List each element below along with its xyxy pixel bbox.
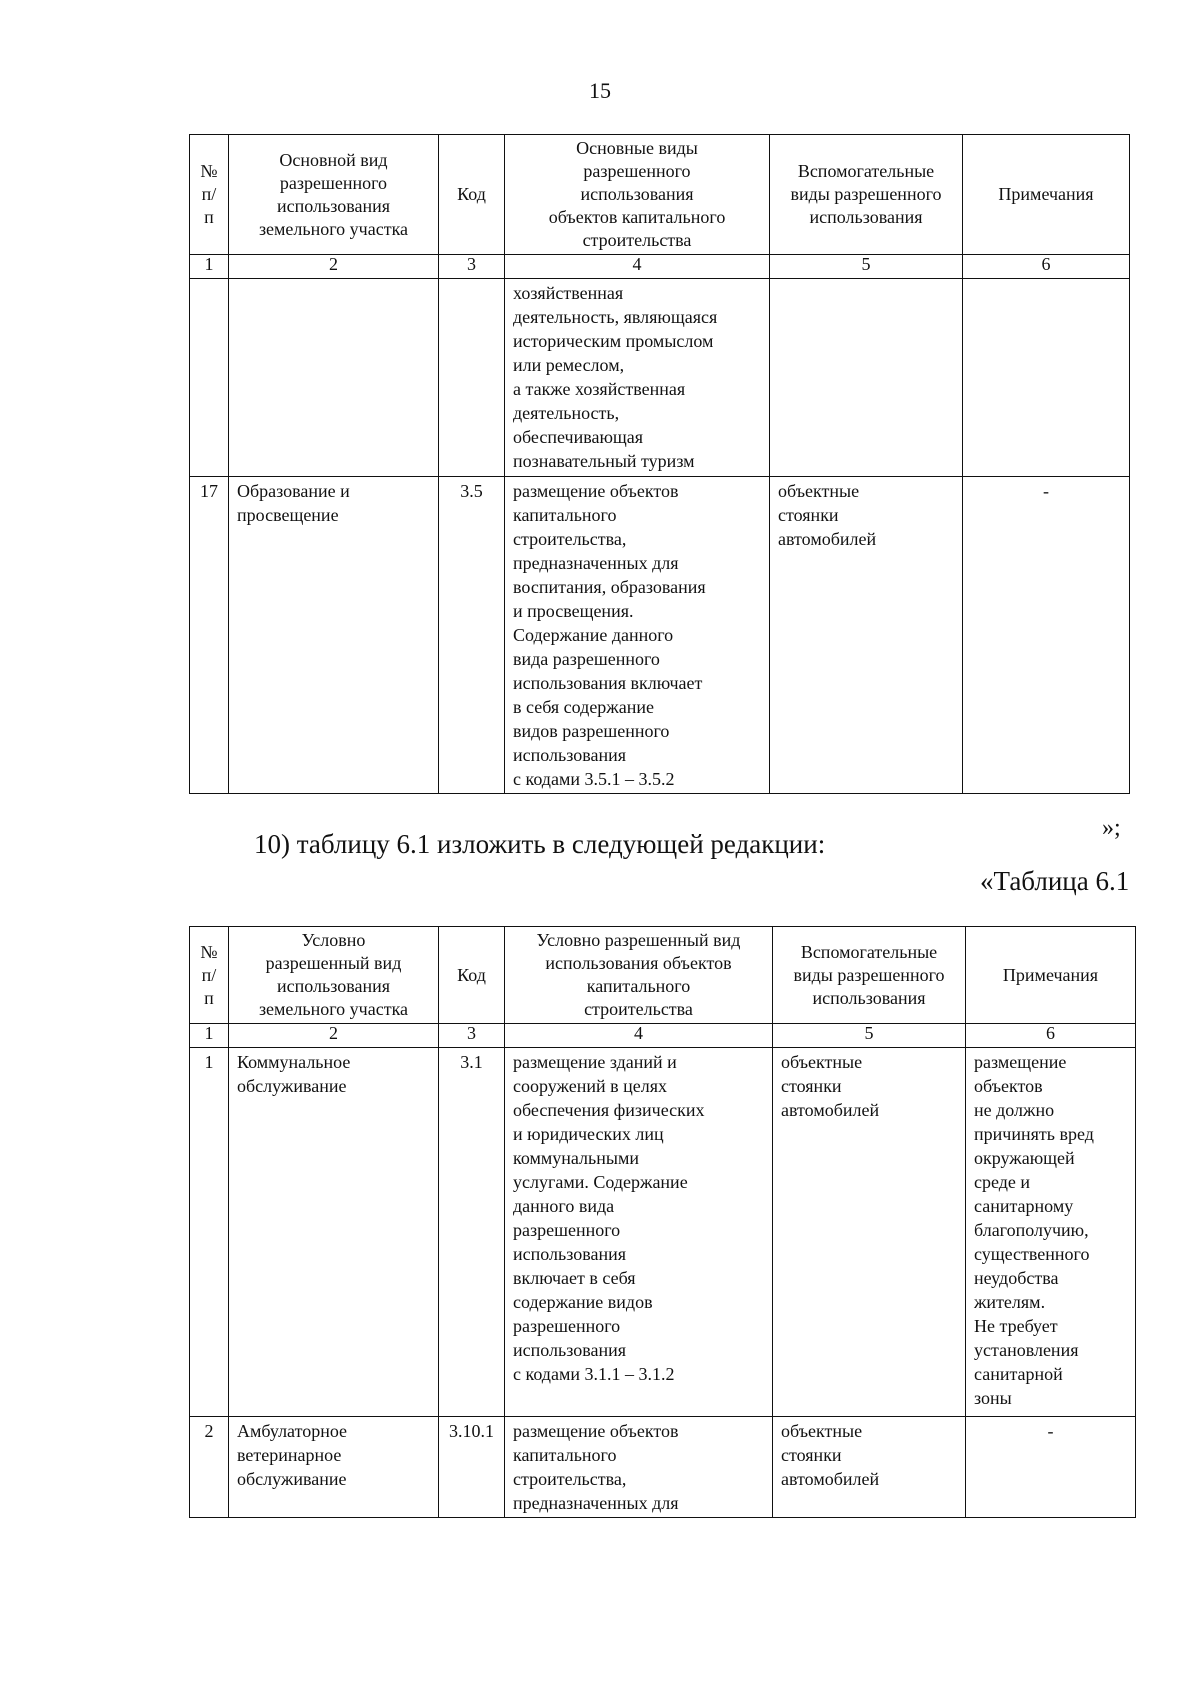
use-type-name: Образование и просвещение: [229, 477, 439, 794]
column-number: 3: [439, 1024, 505, 1048]
column-number: 2: [229, 1024, 439, 1048]
table-row: [190, 1048, 1136, 1417]
header-number: № п/п: [190, 927, 229, 1024]
column-number: 4: [505, 255, 770, 279]
header-conditional-use-objects: Условно разрешенный вид использования объектов капитального строительства: [505, 927, 773, 1024]
use-type-name: Коммунальное обслуживание: [229, 1048, 439, 1417]
header-auxiliary-uses: Вспомогательные виды разрешенного использования: [773, 927, 966, 1024]
column-number: 3: [439, 255, 505, 279]
auxiliary-uses: [770, 279, 963, 477]
column-number: 5: [770, 255, 963, 279]
table-row: [190, 279, 1130, 477]
header-main-use-type: Основной вид разрешенного использования земельного участка: [229, 135, 439, 255]
conditional-land-use-table: [189, 926, 1136, 1518]
header-code: Код: [439, 135, 505, 255]
table-row: [190, 477, 1130, 794]
header-code: Код: [439, 927, 505, 1024]
row-number: 17: [190, 477, 229, 794]
notes: -: [963, 477, 1130, 794]
land-use-table-continued: [189, 134, 1130, 794]
table-header-row: [190, 927, 1136, 1024]
header-number: № п/п: [190, 135, 229, 255]
notes: [963, 279, 1130, 477]
closing-quote: »;: [1102, 815, 1121, 841]
auxiliary-uses: объектные стоянки автомобилей: [773, 1417, 966, 1518]
column-number-row: [190, 1024, 1136, 1048]
row-number: 2: [190, 1417, 229, 1518]
auxiliary-uses: объектные стоянки автомобилей: [770, 477, 963, 794]
notes: -: [966, 1417, 1136, 1518]
use-code: 3.5: [439, 477, 505, 794]
main-use-description: хозяйственная деятельность, являющаяся историческим промыслом или ремеслом, а также хозяйственная деятельность, обеспечивающая познавательный туризм: [505, 279, 770, 477]
use-code: [439, 279, 505, 477]
header-conditional-use-type: Условно разрешенный вид использования земельного участка: [229, 927, 439, 1024]
conditional-use-description: размещение объектов капитального строительства, предназначенных для: [505, 1417, 773, 1518]
use-code: 3.1: [439, 1048, 505, 1417]
table-header-row: [190, 135, 1130, 255]
amendment-instruction: 10) таблицу 6.1 изложить в следующей редакции:: [254, 829, 826, 859]
column-number: 4: [505, 1024, 773, 1048]
use-type-name: [229, 279, 439, 477]
use-code: 3.10.1: [439, 1417, 505, 1518]
column-number-row: [190, 255, 1130, 279]
column-number: 6: [966, 1024, 1136, 1048]
page-number: 15: [589, 78, 611, 103]
row-number: 1: [190, 1048, 229, 1417]
column-number: 6: [963, 255, 1130, 279]
header-auxiliary-uses: Вспомогательные виды разрешенного использования: [770, 135, 963, 255]
auxiliary-uses: объектные стоянки автомобилей: [773, 1048, 966, 1417]
column-number: 1: [190, 1024, 229, 1048]
conditional-use-description: размещение зданий и сооружений в целях обеспечения физических и юридических лиц коммунальными услугами. Содержание данного вида разрешенного использования включает в себя содержание видов разрешенного использования с кодами 3.1.1 – 3.1.2: [505, 1048, 773, 1417]
column-number: 2: [229, 255, 439, 279]
column-number: 5: [773, 1024, 966, 1048]
column-number: 1: [190, 255, 229, 279]
notes: размещение объектов не должно причинять вред окружающей среде и санитарному благополучию, существенного неудобства жителям. Не требует установления санитарной зоны: [966, 1048, 1136, 1417]
use-type-name: Амбулаторное ветеринарное обслуживание: [229, 1417, 439, 1518]
header-main-use-objects: Основные виды разрешенного использования объектов капитального строительства: [505, 135, 770, 255]
table-caption: «Таблица 6.1: [980, 866, 1130, 896]
header-notes: Примечания: [963, 135, 1130, 255]
header-notes: Примечания: [966, 927, 1136, 1024]
row-number: [190, 279, 229, 477]
table-row: [190, 1417, 1136, 1518]
main-use-description: размещение объектов капитального строительства, предназначенных для воспитания, образования и просвещения. Содержание данного вида разрешенного использования включает в себя содержание видов разрешенного использования с кодами 3.5.1 – 3.5.2: [505, 477, 770, 794]
